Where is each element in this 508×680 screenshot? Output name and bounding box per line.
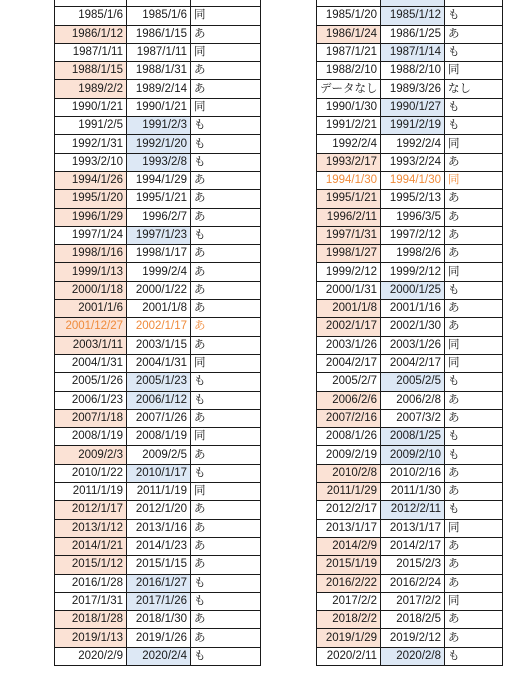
date-cell-2[interactable]: 1999/2/4 xyxy=(127,263,191,281)
date-cell-2[interactable]: 1990/1/21 xyxy=(127,98,191,116)
date-cell-1[interactable]: 1989/2/2 xyxy=(55,80,127,98)
date-cell-2[interactable]: 2018/1/30 xyxy=(127,611,191,629)
table-row xyxy=(55,501,261,519)
date-cell-1[interactable]: 2000/1/31 xyxy=(317,281,381,299)
date-cell-2[interactable]: 1996/2/7 xyxy=(127,208,191,226)
date-cell-2[interactable]: 2013/1/17 xyxy=(381,519,445,537)
date-cell-1[interactable]: 2018/1/28 xyxy=(55,611,127,629)
comparison-mark-cell[interactable]: あ xyxy=(445,574,503,592)
table-row xyxy=(317,574,503,592)
comparison-mark-cell[interactable]: も xyxy=(445,281,503,299)
date-cell-2[interactable]: 1992/2/4 xyxy=(381,135,445,153)
comparison-mark-cell[interactable]: あ xyxy=(191,80,261,98)
table-row xyxy=(55,263,261,281)
date-cell-1[interactable]: 1998/1/16 xyxy=(55,245,127,263)
date-cell-1[interactable]: 2013/1/17 xyxy=(317,519,381,537)
date-cell-2[interactable]: 2012/2/11 xyxy=(381,501,445,519)
date-cell-1[interactable] xyxy=(317,0,381,7)
date-cell-1[interactable]: 2018/2/2 xyxy=(317,611,381,629)
date-cell-1[interactable]: 2005/1/26 xyxy=(55,373,127,391)
date-cell-2[interactable]: 2010/1/17 xyxy=(127,464,191,482)
date-cell-1[interactable]: 2016/2/22 xyxy=(317,574,381,592)
comparison-mark-cell[interactable]: も xyxy=(445,43,503,61)
table-row xyxy=(55,171,261,189)
table-row xyxy=(317,409,503,427)
table-row xyxy=(317,98,503,116)
comparison-mark-cell[interactable]: あ xyxy=(445,245,503,263)
table-row xyxy=(55,43,261,61)
date-cell-1[interactable]: 2013/1/12 xyxy=(55,519,127,537)
comparison-mark-cell[interactable]: も xyxy=(445,501,503,519)
date-cell-1[interactable]: 2003/1/11 xyxy=(55,336,127,354)
comparison-mark-cell[interactable]: あ xyxy=(445,464,503,482)
date-cell-1[interactable]: 1998/1/27 xyxy=(317,245,381,263)
comparison-mark-cell[interactable]: も xyxy=(191,574,261,592)
table-row xyxy=(317,336,503,354)
date-cell-1[interactable]: 1990/1/30 xyxy=(317,98,381,116)
date-cell-1[interactable]: 2004/1/31 xyxy=(55,354,127,372)
comparison-mark-cell[interactable]: あ xyxy=(445,629,503,647)
date-cell-1[interactable]: 1985/1/6 xyxy=(55,7,127,25)
date-cell-2[interactable]: 2007/1/26 xyxy=(127,409,191,427)
table-row xyxy=(317,464,503,482)
date-cell-1[interactable]: 1996/2/11 xyxy=(317,208,381,226)
table-row xyxy=(317,483,503,501)
comparison-mark-cell[interactable]: あ xyxy=(191,336,261,354)
table-row xyxy=(55,153,261,171)
comparison-mark-cell[interactable]: も xyxy=(445,373,503,391)
table-row xyxy=(317,556,503,574)
comparison-mark-cell[interactable]: も xyxy=(191,153,261,171)
comparison-mark-cell[interactable]: 同 xyxy=(445,354,503,372)
date-cell-2[interactable]: 1993/2/24 xyxy=(381,153,445,171)
date-cell-2[interactable]: 2009/2/10 xyxy=(381,446,445,464)
left-date-table xyxy=(54,0,261,666)
comparison-mark-cell[interactable]: あ xyxy=(445,300,503,318)
date-cell-2[interactable]: 1991/2/3 xyxy=(127,117,191,135)
table-row xyxy=(317,592,503,610)
table-row xyxy=(317,629,503,647)
comparison-mark-cell[interactable]: あ xyxy=(191,208,261,226)
date-cell-1[interactable]: 1988/2/10 xyxy=(317,62,381,80)
date-cell-2[interactable]: 2017/1/26 xyxy=(127,592,191,610)
date-cell-1[interactable]: 1994/1/30 xyxy=(317,171,381,189)
date-cell-2[interactable]: 1988/2/10 xyxy=(381,62,445,80)
date-cell-2[interactable]: 1986/1/15 xyxy=(127,25,191,43)
date-cell-2[interactable]: 2013/1/16 xyxy=(127,519,191,537)
comparison-mark-cell[interactable]: も xyxy=(191,391,261,409)
date-cell-2[interactable]: 1989/3/26 xyxy=(381,80,445,98)
comparison-mark-cell[interactable]: も xyxy=(445,647,503,665)
table-row xyxy=(55,281,261,299)
date-cell-1[interactable]: 2007/1/18 xyxy=(55,409,127,427)
comparison-mark-cell[interactable]: も xyxy=(191,373,261,391)
date-cell-1[interactable]: 1987/1/11 xyxy=(55,43,127,61)
date-cell-2[interactable]: 2000/1/22 xyxy=(127,281,191,299)
date-cell-2[interactable]: 2001/1/16 xyxy=(381,300,445,318)
comparison-mark-cell[interactable]: 同 xyxy=(445,135,503,153)
table-row xyxy=(317,611,503,629)
date-cell-1[interactable]: 2008/1/26 xyxy=(317,428,381,446)
date-cell-2[interactable]: 2009/2/5 xyxy=(127,446,191,464)
date-cell-2[interactable]: 2002/1/30 xyxy=(381,318,445,336)
comparison-mark-cell[interactable]: も xyxy=(191,647,261,665)
comparison-mark-cell[interactable]: あ xyxy=(445,611,503,629)
table-row xyxy=(55,373,261,391)
table-row xyxy=(55,647,261,665)
table-row xyxy=(55,428,261,446)
date-cell-1[interactable]: 2006/2/6 xyxy=(317,391,381,409)
date-cell-1[interactable]: 1993/2/17 xyxy=(317,153,381,171)
table-row xyxy=(317,190,503,208)
table-row xyxy=(55,245,261,263)
table-row xyxy=(317,245,503,263)
date-cell-1[interactable]: 2004/2/17 xyxy=(317,354,381,372)
table-row xyxy=(55,300,261,318)
table-row xyxy=(55,409,261,427)
table-row xyxy=(55,117,261,135)
date-cell-1[interactable]: 2016/1/28 xyxy=(55,574,127,592)
comparison-mark-cell[interactable]: も xyxy=(445,428,503,446)
comparison-mark-cell[interactable]: 同 xyxy=(445,519,503,537)
date-cell-2[interactable]: 1992/1/20 xyxy=(127,135,191,153)
table-row xyxy=(55,7,261,25)
comparison-mark-cell[interactable]: も xyxy=(191,226,261,244)
date-cell-1[interactable]: 2014/1/21 xyxy=(55,537,127,555)
comparison-mark-cell[interactable]: あ xyxy=(445,153,503,171)
table-row xyxy=(317,318,503,336)
date-cell-2[interactable]: 1991/2/19 xyxy=(381,117,445,135)
date-cell-2[interactable]: 1993/2/8 xyxy=(127,153,191,171)
date-cell-1[interactable]: 1987/1/21 xyxy=(317,43,381,61)
date-cell-2[interactable]: 1986/1/25 xyxy=(381,25,445,43)
table-row xyxy=(55,190,261,208)
date-cell-2[interactable]: 2015/2/3 xyxy=(381,556,445,574)
date-cell-2[interactable]: 2000/1/25 xyxy=(381,281,445,299)
table-row xyxy=(55,391,261,409)
comparison-mark-cell[interactable]: 同 xyxy=(445,62,503,80)
comparison-mark-cell[interactable]: あ xyxy=(445,391,503,409)
date-cell-1[interactable]: 2005/2/7 xyxy=(317,373,381,391)
date-cell-1[interactable]: 1997/1/31 xyxy=(317,226,381,244)
date-cell-2[interactable]: 1990/1/27 xyxy=(381,98,445,116)
table-row xyxy=(317,428,503,446)
date-cell-1[interactable]: 2017/2/2 xyxy=(317,592,381,610)
date-cell-1[interactable]: 2007/2/16 xyxy=(317,409,381,427)
comparison-mark-cell[interactable]: あ xyxy=(191,62,261,80)
comparison-mark-cell[interactable]: あ xyxy=(191,300,261,318)
table-row xyxy=(55,574,261,592)
table-row xyxy=(317,25,503,43)
table-row xyxy=(317,391,503,409)
date-cell-1[interactable]: 1993/2/10 xyxy=(55,153,127,171)
comparison-mark-cell[interactable]: あ xyxy=(191,446,261,464)
date-cell-2[interactable]: 1997/2/12 xyxy=(381,226,445,244)
table-row xyxy=(317,208,503,226)
comparison-mark-cell[interactable]: 同 xyxy=(191,98,261,116)
date-cell-2[interactable]: 2007/3/2 xyxy=(381,409,445,427)
date-cell-2[interactable]: 2016/2/24 xyxy=(381,574,445,592)
comparison-mark-cell[interactable] xyxy=(445,0,503,7)
date-cell-1[interactable]: 2015/1/19 xyxy=(317,556,381,574)
comparison-mark-cell[interactable]: あ xyxy=(191,519,261,537)
table-row xyxy=(55,354,261,372)
table-row xyxy=(55,318,261,336)
table-row xyxy=(55,25,261,43)
date-cell-1[interactable]: 1991/2/21 xyxy=(317,117,381,135)
date-cell-2[interactable]: 1995/2/13 xyxy=(381,190,445,208)
table-row xyxy=(317,62,503,80)
date-cell-1[interactable]: 2000/1/18 xyxy=(55,281,127,299)
table-row xyxy=(317,80,503,98)
table-row xyxy=(55,62,261,80)
date-cell-1[interactable]: 2019/1/29 xyxy=(317,629,381,647)
date-cell-1[interactable]: 2009/2/19 xyxy=(317,446,381,464)
comparison-mark-cell[interactable]: 同 xyxy=(191,354,261,372)
date-cell-1[interactable]: 1985/1/20 xyxy=(317,7,381,25)
comparison-mark-cell[interactable]: も xyxy=(445,98,503,116)
date-cell-1[interactable]: 2011/1/29 xyxy=(317,483,381,501)
comparison-mark-cell[interactable] xyxy=(191,0,261,7)
date-cell-2[interactable]: 2006/2/8 xyxy=(381,391,445,409)
date-cell-2[interactable]: 2012/1/20 xyxy=(127,501,191,519)
table-row xyxy=(317,446,503,464)
date-cell-1[interactable]: 2015/1/12 xyxy=(55,556,127,574)
date-cell-2[interactable]: 2016/1/27 xyxy=(127,574,191,592)
date-cell-1[interactable]: 1997/1/24 xyxy=(55,226,127,244)
table-row xyxy=(55,0,261,7)
date-cell-1[interactable]: 2010/1/22 xyxy=(55,464,127,482)
comparison-mark-cell[interactable]: あ xyxy=(191,25,261,43)
date-cell-2[interactable]: 2019/2/12 xyxy=(381,629,445,647)
table-row xyxy=(55,519,261,537)
date-cell-2[interactable]: 2017/2/2 xyxy=(381,592,445,610)
table-row xyxy=(317,537,503,555)
comparison-mark-cell[interactable]: あ xyxy=(445,409,503,427)
date-cell-1[interactable]: 2014/2/9 xyxy=(317,537,381,555)
date-cell-1[interactable]: 2011/1/19 xyxy=(55,483,127,501)
date-cell-2[interactable]: 1987/1/11 xyxy=(127,43,191,61)
table-row xyxy=(317,135,503,153)
date-cell-1[interactable]: 1992/1/31 xyxy=(55,135,127,153)
comparison-mark-cell[interactable]: なし xyxy=(445,80,503,98)
date-cell-2[interactable]: 2006/1/12 xyxy=(127,391,191,409)
date-cell-1[interactable]: 1992/2/4 xyxy=(317,135,381,153)
date-cell-1[interactable]: 2008/1/19 xyxy=(55,428,127,446)
date-cell-2[interactable]: 2015/1/15 xyxy=(127,556,191,574)
comparison-mark-cell[interactable]: あ xyxy=(445,190,503,208)
date-cell-2[interactable]: 2008/1/19 xyxy=(127,428,191,446)
date-cell-2[interactable] xyxy=(127,0,191,7)
date-cell-1[interactable]: 1988/1/15 xyxy=(55,62,127,80)
comparison-mark-cell[interactable]: あ xyxy=(445,208,503,226)
comparison-mark-cell[interactable]: も xyxy=(191,135,261,153)
date-cell-2[interactable]: 1997/1/23 xyxy=(127,226,191,244)
date-cell-1[interactable]: 2020/2/11 xyxy=(317,647,381,665)
table-row xyxy=(55,464,261,482)
date-cell-2[interactable]: 2014/2/17 xyxy=(381,537,445,555)
table-row xyxy=(317,226,503,244)
comparison-mark-cell[interactable]: あ xyxy=(191,611,261,629)
table-row xyxy=(55,556,261,574)
table-row xyxy=(317,7,503,25)
table-row xyxy=(317,373,503,391)
date-cell-2[interactable]: 1985/1/6 xyxy=(127,7,191,25)
comparison-mark-cell[interactable]: も xyxy=(191,117,261,135)
comparison-mark-cell[interactable]: も xyxy=(445,446,503,464)
date-cell-2[interactable]: 1995/1/21 xyxy=(127,190,191,208)
date-cell-1[interactable]: 1991/2/5 xyxy=(55,117,127,135)
date-cell-2[interactable]: 1998/2/6 xyxy=(381,245,445,263)
comparison-mark-cell[interactable]: あ xyxy=(191,501,261,519)
date-cell-2[interactable]: 2020/2/8 xyxy=(381,647,445,665)
date-cell-1[interactable]: 2006/1/23 xyxy=(55,391,127,409)
date-cell-2[interactable]: 2010/2/16 xyxy=(381,464,445,482)
date-cell-2[interactable]: 1999/2/12 xyxy=(381,263,445,281)
date-cell-2[interactable]: 2002/1/17 xyxy=(127,318,191,336)
table-row xyxy=(317,43,503,61)
comparison-mark-cell[interactable]: あ xyxy=(191,629,261,647)
comparison-mark-cell[interactable]: も xyxy=(445,7,503,25)
comparison-mark-cell[interactable]: 同 xyxy=(191,43,261,61)
comparison-mark-cell[interactable]: あ xyxy=(445,537,503,555)
table-row xyxy=(317,300,503,318)
date-cell-2[interactable]: 2001/1/8 xyxy=(127,300,191,318)
date-cell-2[interactable]: 1994/1/29 xyxy=(127,171,191,189)
date-cell-1[interactable]: 2010/2/8 xyxy=(317,464,381,482)
date-cell-1[interactable]: 1995/1/20 xyxy=(55,190,127,208)
date-cell-2[interactable]: 1998/1/17 xyxy=(127,245,191,263)
date-cell-2[interactable]: 2011/1/19 xyxy=(127,483,191,501)
comparison-mark-cell[interactable]: あ xyxy=(445,25,503,43)
date-cell-2[interactable]: 2014/1/23 xyxy=(127,537,191,555)
comparison-mark-cell[interactable]: 同 xyxy=(191,7,261,25)
table-row xyxy=(317,263,503,281)
date-cell-1[interactable]: 2003/1/26 xyxy=(317,336,381,354)
comparison-mark-cell[interactable]: あ xyxy=(191,556,261,574)
comparison-mark-cell[interactable]: あ xyxy=(191,245,261,263)
comparison-mark-cell[interactable]: あ xyxy=(191,409,261,427)
table-row xyxy=(55,483,261,501)
comparison-mark-cell[interactable]: も xyxy=(191,464,261,482)
table-row xyxy=(55,336,261,354)
comparison-mark-cell[interactable]: あ xyxy=(445,556,503,574)
comparison-mark-cell[interactable]: あ xyxy=(191,190,261,208)
date-cell-1[interactable]: 1995/1/21 xyxy=(317,190,381,208)
comparison-mark-cell[interactable]: あ xyxy=(191,263,261,281)
date-cell-1[interactable]: 2020/2/9 xyxy=(55,647,127,665)
table-row xyxy=(55,208,261,226)
date-cell-1[interactable]: 2001/12/27 xyxy=(55,318,127,336)
date-cell-2[interactable]: 1996/3/5 xyxy=(381,208,445,226)
date-cell-1[interactable]: 1999/2/12 xyxy=(317,263,381,281)
table-row xyxy=(55,135,261,153)
table-row xyxy=(55,611,261,629)
date-cell-1[interactable]: 1986/1/12 xyxy=(55,25,127,43)
comparison-mark-cell[interactable]: も xyxy=(191,592,261,610)
table-row xyxy=(55,98,261,116)
date-cell-1[interactable]: データなし xyxy=(317,80,381,98)
date-cell-1[interactable]: 2012/2/17 xyxy=(317,501,381,519)
comparison-mark-cell[interactable]: あ xyxy=(191,318,261,336)
table-row xyxy=(55,592,261,610)
table-row xyxy=(317,519,503,537)
table-row xyxy=(55,537,261,555)
comparison-mark-cell[interactable]: 同 xyxy=(445,336,503,354)
table-row xyxy=(317,501,503,519)
date-cell-2[interactable]: 1989/2/14 xyxy=(127,80,191,98)
comparison-mark-cell[interactable]: 同 xyxy=(191,428,261,446)
date-cell-1[interactable]: 1999/1/13 xyxy=(55,263,127,281)
table-row xyxy=(55,80,261,98)
date-cell-1[interactable]: 2001/1/8 xyxy=(317,300,381,318)
date-cell-2[interactable]: 2003/1/26 xyxy=(381,336,445,354)
comparison-mark-cell[interactable]: あ xyxy=(191,537,261,555)
date-cell-2[interactable]: 1987/1/14 xyxy=(381,43,445,61)
table-row xyxy=(317,281,503,299)
comparison-mark-cell[interactable]: あ xyxy=(191,171,261,189)
date-cell-1[interactable] xyxy=(55,0,127,7)
table-row xyxy=(317,117,503,135)
date-cell-2[interactable]: 1985/1/12 xyxy=(381,7,445,25)
date-cell-2[interactable]: 2011/1/30 xyxy=(381,483,445,501)
date-cell-2[interactable] xyxy=(381,0,445,7)
comparison-mark-cell[interactable]: あ xyxy=(445,226,503,244)
table-row xyxy=(317,0,503,7)
date-cell-2[interactable]: 2020/2/4 xyxy=(127,647,191,665)
comparison-mark-cell[interactable]: も xyxy=(445,117,503,135)
date-cell-1[interactable]: 2019/1/13 xyxy=(55,629,127,647)
date-cell-2[interactable]: 1994/1/30 xyxy=(381,171,445,189)
comparison-mark-cell[interactable]: 同 xyxy=(445,171,503,189)
table-row xyxy=(55,629,261,647)
date-cell-2[interactable]: 2004/2/17 xyxy=(381,354,445,372)
date-cell-2[interactable]: 2019/1/26 xyxy=(127,629,191,647)
table-row xyxy=(55,446,261,464)
date-cell-1[interactable]: 2002/1/17 xyxy=(317,318,381,336)
table-row xyxy=(317,647,503,665)
comparison-mark-cell[interactable]: 同 xyxy=(445,263,503,281)
comparison-mark-cell[interactable]: あ xyxy=(445,318,503,336)
right-date-table xyxy=(316,0,503,666)
date-cell-1[interactable]: 2009/2/3 xyxy=(55,446,127,464)
comparison-mark-cell[interactable]: 同 xyxy=(191,483,261,501)
date-cell-2[interactable]: 2003/1/15 xyxy=(127,336,191,354)
comparison-mark-cell[interactable]: あ xyxy=(445,483,503,501)
table-row xyxy=(317,153,503,171)
date-cell-2[interactable]: 2005/2/5 xyxy=(381,373,445,391)
date-cell-1[interactable]: 2017/1/31 xyxy=(55,592,127,610)
date-cell-1[interactable]: 2001/1/6 xyxy=(55,300,127,318)
date-cell-2[interactable]: 2005/1/23 xyxy=(127,373,191,391)
table-row xyxy=(317,354,503,372)
date-cell-1[interactable]: 2012/1/17 xyxy=(55,501,127,519)
table-row xyxy=(55,226,261,244)
date-cell-1[interactable]: 1990/1/21 xyxy=(55,98,127,116)
date-cell-1[interactable]: 1986/1/24 xyxy=(317,25,381,43)
date-cell-1[interactable]: 1994/1/26 xyxy=(55,171,127,189)
comparison-mark-cell[interactable]: あ xyxy=(191,281,261,299)
comparison-mark-cell[interactable]: 同 xyxy=(445,592,503,610)
date-cell-1[interactable]: 1996/1/29 xyxy=(55,208,127,226)
date-cell-2[interactable]: 1988/1/31 xyxy=(127,62,191,80)
date-cell-2[interactable]: 2018/2/5 xyxy=(381,611,445,629)
date-cell-2[interactable]: 2004/1/31 xyxy=(127,354,191,372)
table-row xyxy=(317,171,503,189)
date-cell-2[interactable]: 2008/1/25 xyxy=(381,428,445,446)
